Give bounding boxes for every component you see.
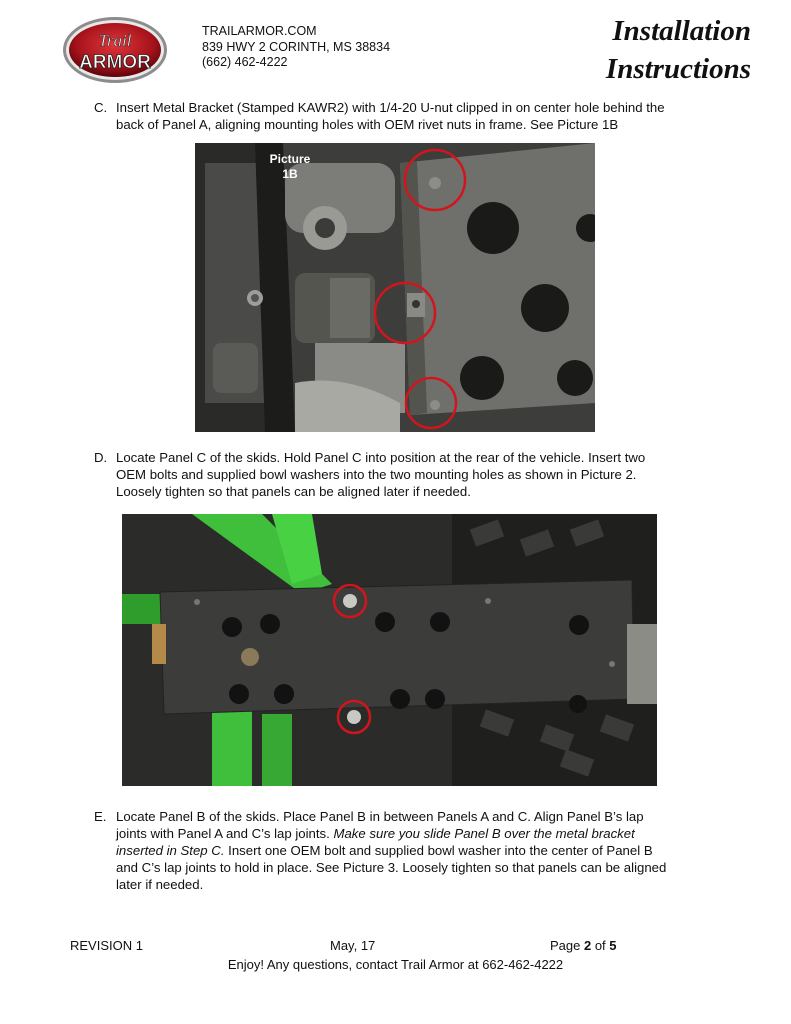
step-d-letter: D. (94, 450, 108, 465)
step-c-line-1: Insert Metal Bracket (Stamped KAWR2) with 1/4-20 U-nut clipped in on center hole behind the (116, 100, 665, 115)
step-e (94, 808, 744, 893)
step-e-line-2-text: joints with Panel A and C’s lap joints. (116, 826, 330, 841)
step-c-letter: C. (94, 100, 108, 115)
picture-1b-label-line-2: 1B (282, 167, 298, 181)
picture-1b-label-line-1: Picture (269, 152, 311, 166)
step-e-line-4: and C’s lap joints to hold in place. See Picture 3. Loosely tighten so that panels can be aligned (116, 860, 667, 875)
footer-date: May, 17 (330, 938, 376, 953)
footer-contact: Enjoy! Any questions, contact Trail Armor at 662-462-4222 (227, 957, 564, 972)
company-phone: (662) 462-4222 (202, 55, 288, 69)
logo-armor-text: ARMOR (79, 52, 151, 73)
step-d (94, 449, 734, 500)
step-e-line-5: later if needed. (116, 877, 204, 892)
picture-2-photo (122, 514, 657, 786)
page-current: 2 (583, 938, 592, 953)
title-line-2: Instructions (605, 53, 751, 85)
title-line-1: Installation (612, 15, 751, 47)
step-d-line-1: Locate Panel C of the skids. Hold Panel C into position at the rear of the vehicle. Insert two (116, 450, 646, 465)
page-total: 5 (609, 938, 617, 953)
step-e-letter: E. (94, 809, 107, 824)
footer-page-number (550, 938, 617, 953)
trail-armor-logo (62, 16, 168, 84)
document-title (606, 12, 751, 88)
company-address: 839 HWY 2 CORINTH, MS 38834 (202, 39, 391, 54)
step-e-line-2 (116, 825, 744, 842)
step-e-line-1: Locate Panel B of the skids. Place Panel B in between Panels A and C. Align Panel B’s lap (116, 809, 644, 824)
step-c (94, 99, 734, 133)
step-e-line-3 (116, 842, 744, 859)
step-d-line-2: OEM bolts and supplied bowl washers into the two mounting holes as shown in Picture 2. (116, 467, 637, 482)
company-url: TRAILARMOR.COM (202, 24, 317, 38)
step-d-line-3: Loosely tighten so that panels can be aligned later if needed. (116, 484, 471, 499)
footer-revision: REVISION 1 (70, 938, 143, 953)
logo-trail-text: Trail (98, 31, 132, 50)
picture-1b-photo (195, 143, 595, 432)
step-e-line-3-text: Insert one OEM bolt and supplied bowl washer into the center of Panel B (228, 843, 653, 858)
page-of: of (591, 938, 610, 953)
step-c-line-2: back of Panel A, aligning mounting holes with OEM rivet nuts in frame. See Picture 1B (116, 117, 619, 132)
step-e-line-3-italic: inserted in Step C. (116, 843, 225, 858)
company-info (202, 24, 390, 71)
step-e-line-2-italic: Make sure you slide Panel B over the metal bracket (333, 826, 635, 841)
page-prefix: Page (550, 938, 584, 953)
